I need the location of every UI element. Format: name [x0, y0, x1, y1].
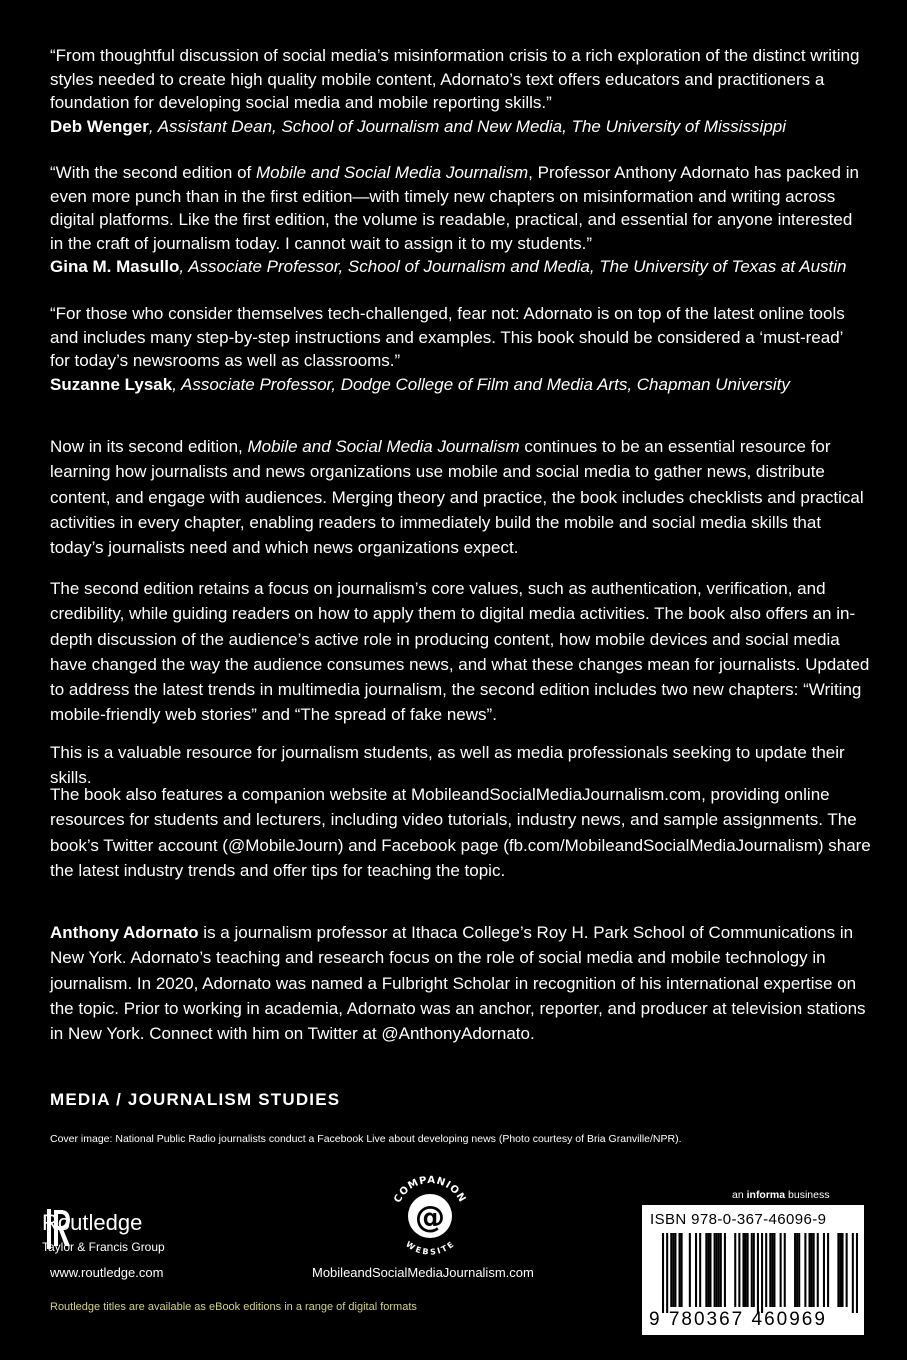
endorsement-2-name: Gina M. Masullo [50, 257, 180, 276]
barcode-bar [823, 1233, 825, 1307]
endorsement-1-quote: “From thoughtful discussion of social media’s misinformation crisis to a rich exploration of the distinct writing styles needed to create high quality mobile content, Adornato’s text offers educators and practitioners a foundation for developing social media and mobile reporting skills.” [50, 46, 860, 112]
publisher-url[interactable]: www.routledge.com [50, 1265, 164, 1280]
barcode-bar [695, 1233, 697, 1307]
barcode-bar [813, 1233, 815, 1307]
description-paragraph-3: This is a valuable resource for journalism students, as well as media professionals seeking to update their skills. [50, 743, 845, 788]
barcode-bar [662, 1233, 664, 1313]
barcode-bar [846, 1233, 848, 1307]
barcode-bar [738, 1233, 740, 1307]
barcode-bar [724, 1233, 726, 1307]
barcode-bar [720, 1233, 722, 1307]
publisher-group: Taylor & Francis Group [42, 1240, 165, 1254]
endorsement-2 [50, 161, 865, 279]
author-bio [50, 920, 875, 1046]
endorsement-2-quote-post: , Professor Anthony Adornato has packed in even more punch than in the first edition—with timely new chapters on misinformation and writing across digital platforms. Like the first edition, the volume is readable, practical, and essential for anyone interested in the craft of journalism today. I cannot wait to assign it to my students.” [50, 163, 859, 253]
barcode-bar [827, 1233, 829, 1307]
barcode-bar [753, 1233, 755, 1307]
barcode-bar [794, 1233, 796, 1307]
barcode-bar [796, 1233, 798, 1307]
barcode-bar [773, 1233, 775, 1307]
barcode-bar [709, 1233, 711, 1307]
barcode-bar [751, 1233, 753, 1307]
barcode-bar [780, 1233, 782, 1307]
svg-text:WEBSITE [404, 1239, 456, 1256]
endorsement-2-quote-pre: “With the second edition of [50, 163, 257, 182]
barcode-bar [798, 1233, 800, 1307]
barcode-bar [769, 1233, 771, 1307]
barcode-bar [716, 1233, 718, 1307]
endorsement-2-book-title: Mobile and Social Media Journalism [256, 163, 529, 182]
barcode-bar [745, 1233, 747, 1307]
barcode-bar [681, 1233, 683, 1307]
endorsement-3 [50, 302, 865, 396]
barcode-bar [837, 1233, 839, 1307]
barcode-bar [839, 1233, 841, 1307]
barcode-bar [672, 1233, 674, 1307]
author-bio-text: is a journalism professor at Ithaca College’s Roy H. Park School of Communications in New York. Adornato’s teaching and research focus on the role of social media and mobile technology in journalism. In 2020, Adornato was named a Fulbright Scholar in recognition of his international expertise on the topic. Prior to working in academia, Adornato was an anchor, reporter, and producer at television stations in New York. Connect with him on Twitter at @AnthonyAdornato. [50, 923, 866, 1044]
badge-bottom-text: WEBSITE [404, 1239, 457, 1256]
barcode-bar [817, 1233, 819, 1307]
barcode-bar [856, 1233, 858, 1313]
barcode-bar [841, 1233, 843, 1307]
endorsement-3-affiliation: , Associate Professor, Dodge College of Film and Media Arts, Chapman University [172, 374, 790, 394]
barcode-bar [757, 1233, 759, 1313]
barcode-bar [784, 1233, 786, 1307]
cover-credit: Cover image: National Public Radio journalists conduct a Facebook Live about developing news (Photo courtesy of Bria Granville/NPR). [50, 1133, 682, 1145]
barcode-bar [804, 1233, 806, 1307]
barcode-bar [689, 1233, 691, 1307]
author-name: Anthony Adornato [50, 923, 199, 942]
companion-url[interactable]: MobileandSocialMediaJournalism.com [312, 1265, 534, 1280]
endorsement-1-affiliation: , Assistant Dean, School of Journalism and New Media, The University of Mississippi [148, 116, 787, 136]
barcode-bar [811, 1233, 813, 1307]
barcode-bar [666, 1233, 668, 1313]
description-paragraph-4: The book also features a companion website at MobileandSocialMediaJournalism.com, providing online resources for students and lecturers, including video tutorials, industry news, and sample assignments. The book’s Twitter account (@MobileJourn) and Facebook page (fb.com/MobileandSocialMediaJournalism) share the latest industry trends and offer tips for teaching the topic. [50, 785, 871, 880]
barcode-bar [718, 1233, 720, 1307]
description-paragraph-1 [50, 434, 875, 560]
barcode-bar [765, 1233, 767, 1307]
barcode-bar [679, 1233, 681, 1307]
companion-website-badge [385, 1172, 475, 1256]
subject-category: MEDIA / JOURNALISM STUDIES [50, 1090, 341, 1109]
badge-top-text: COMPANION [392, 1174, 468, 1205]
barcode-bar [714, 1233, 716, 1307]
barcode-bar [670, 1233, 672, 1307]
endorsement-3-quote: “For those who consider themselves tech-challenged, fear not: Adornato is on top of the latest online tools and includes many step-by-step instructions and examples. This book should be considered a ‘must-read’ for today’s newsrooms as well as classrooms.” [50, 304, 845, 370]
description-book-title: Mobile and Social Media Journalism [247, 437, 520, 456]
informa-tagline: an informa business [732, 1189, 830, 1201]
barcode-digits: 9 780367 460969 [649, 1309, 827, 1330]
barcode-bar [852, 1233, 854, 1313]
barcode-bar [674, 1233, 676, 1307]
barcode-bar [707, 1233, 709, 1307]
ebook-note: Routledge titles are available as eBook editions in a range of digital formats [50, 1301, 417, 1313]
endorsement-2-affiliation: , Associate Professor, School of Journalism and Media, The University of Texas at Austin [179, 257, 847, 276]
endorsement-1-name: Deb Wenger [50, 116, 149, 136]
barcode-bar [747, 1233, 749, 1307]
description-paragraph-2: The second edition retains a focus on journalism’s core values, such as authentication, verification, and credibility, while guiding readers on how to apply them to digital media activities. The book also offers an in-depth discussion of the audience’s active role in producing content, how mobile devices and social media have changed the way the audience consumes news, and what these changes mean for journalists. Updated to address the latest trends in multimedia journalism, the second edition includes two new chapters: “Writing mobile-friendly web stories” and “The spread of fake news”. [50, 579, 870, 725]
barcode-bars [662, 1233, 858, 1313]
isbn-label: ISBN 978-0-367-46096-9 [650, 1211, 827, 1228]
barcode-bar [705, 1233, 707, 1307]
barcode-bar [808, 1233, 810, 1307]
at-symbol-icon: @ [415, 1200, 445, 1235]
barcode-bar [699, 1233, 701, 1307]
description-p1-post: continues to be an essential resource for learning how journalists and news organizations use mobile and social media to gather news, distribute content, and engage with audiences. Merging theory and practice, the book includes checklists and practical activities in every chapter, enabling readers to immediately build the mobile and social media skills that today’s journalists need and which news organizations expect. [50, 437, 864, 558]
publisher-name: Routledge [42, 1210, 143, 1235]
description-p1-pre: Now in its second edition, [50, 437, 248, 456]
barcode-bar [771, 1233, 773, 1307]
barcode-bar [734, 1233, 736, 1307]
barcode-bar [742, 1233, 744, 1307]
endorsement-3-name: Suzanne Lysak [50, 374, 173, 394]
endorsement-1 [50, 44, 865, 138]
barcode-bar [761, 1233, 763, 1313]
